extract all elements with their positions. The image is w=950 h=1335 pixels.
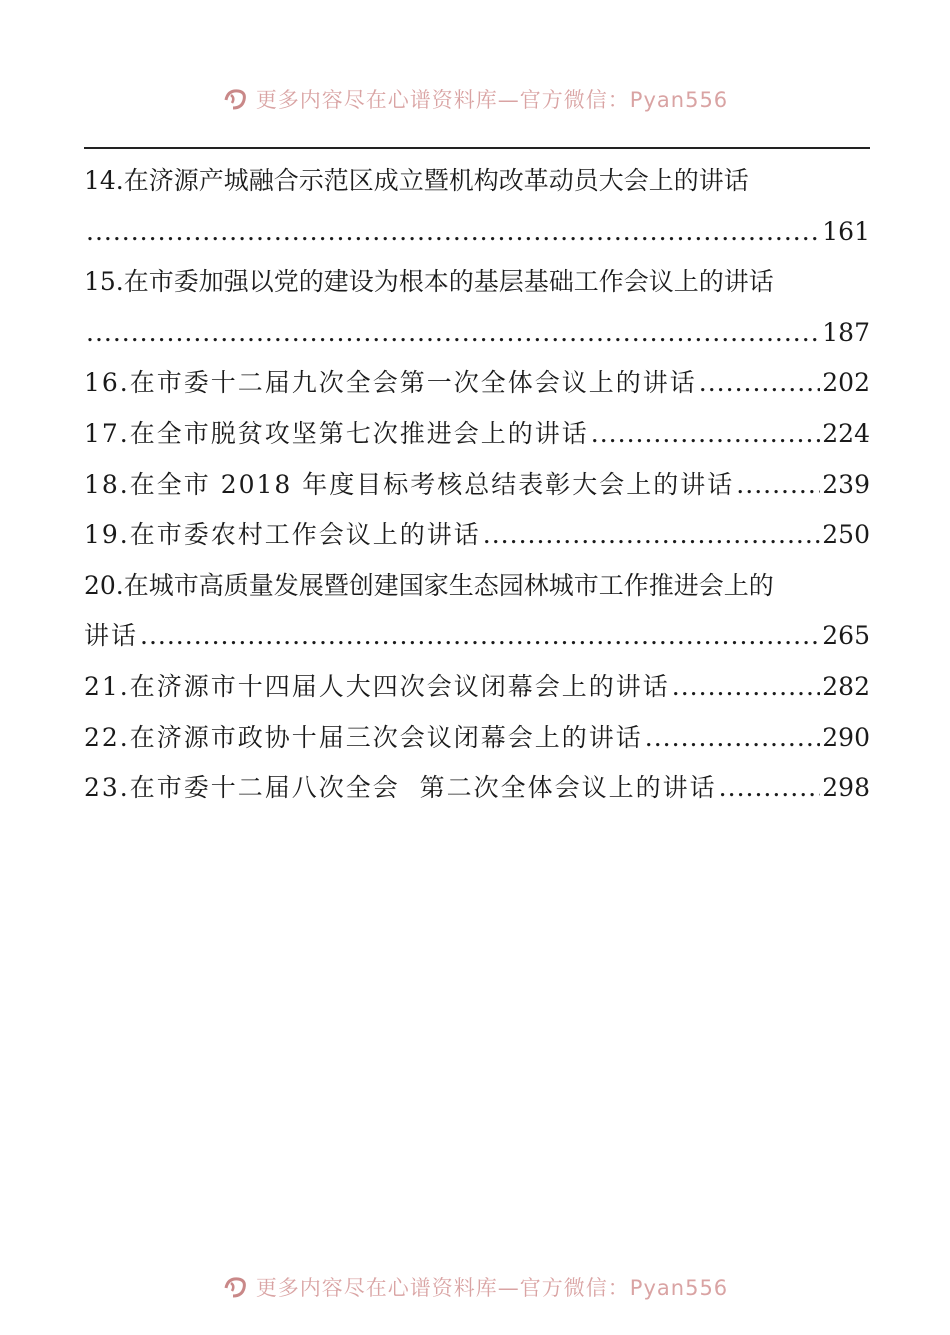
toc-entry-title-text: 在全市脱贫攻坚第七次推进会上的讲话 — [129, 418, 589, 448]
toc-entry-title — [84, 409, 589, 460]
toc-entry[interactable] — [84, 561, 870, 662]
header-rule — [84, 147, 870, 149]
toc-leader-dots — [645, 713, 821, 764]
logo-icon — [222, 86, 248, 112]
toc-entry-page: 290 — [822, 722, 870, 752]
toc-leader-dots — [736, 460, 820, 511]
toc-entry-title — [84, 713, 643, 764]
toc-entry-number: 22. — [84, 722, 130, 752]
toc-entry-title-text: 在市委十二届九次全会第一次全体会议上的讲话 — [129, 368, 697, 398]
toc-entry-page: 239 — [822, 469, 870, 499]
toc-entry-page: 202 — [822, 368, 870, 398]
toc-entry[interactable] — [84, 510, 870, 561]
toc-entry-page: 187 — [822, 317, 870, 347]
toc-entry-title-text: 在市委农村工作会议上的讲话 — [129, 520, 481, 550]
toc-entry-title — [84, 156, 870, 207]
toc-entry[interactable] — [84, 257, 870, 358]
toc-entry-number: 15. — [84, 267, 124, 297]
toc-entry-number: 23. — [84, 773, 130, 803]
toc-entry[interactable] — [84, 156, 870, 257]
toc-entry-page: 298 — [822, 773, 870, 803]
toc-entry-title-text: 在济源市政协十届三次会议闭幕会上的讲话 — [129, 722, 643, 752]
toc-entry-number: 17. — [84, 418, 130, 448]
toc-entry-title-text: 在全市 2018 年度目标考核总结表彰大会上的讲话 — [129, 469, 735, 499]
toc-entry-number: 20. — [84, 570, 124, 600]
toc-entry[interactable] — [84, 358, 870, 409]
toc-entry-title — [84, 257, 870, 308]
toc-leader-dots — [699, 358, 821, 409]
toc-entry-title — [84, 460, 734, 511]
toc-leader-dots — [591, 409, 821, 460]
logo-icon — [222, 1274, 248, 1300]
toc-entry[interactable] — [84, 460, 870, 511]
toc-entry-number: 21. — [84, 671, 130, 701]
toc-entry-title-text: 在济源市十四届人大四次会议闭幕会上的讲话 — [129, 671, 670, 701]
toc-leader-dots — [86, 308, 820, 359]
toc-entry-page: 265 — [822, 621, 870, 651]
toc-entry-title-text: 在市委十二届八次全会 第二次全体会议上的讲话 — [129, 773, 717, 803]
toc-entry-number: 18. — [84, 469, 130, 499]
watermark-text: 更多内容尽在心谱资料库—官方微信：Pyan556 — [255, 88, 729, 112]
toc-entry-number: 16. — [84, 368, 130, 398]
toc-entry-page: 282 — [822, 671, 870, 701]
table-of-contents — [84, 156, 870, 814]
toc-entry[interactable] — [84, 763, 870, 814]
toc-leader-dots — [719, 763, 821, 814]
toc-entry-page: 224 — [822, 418, 870, 448]
toc-entry-title — [84, 510, 481, 561]
toc-entry-page: 161 — [822, 216, 870, 246]
toc-entry-title-text: 在城市高质量发展暨创建国家生态园林城市工作推进会上的 — [123, 570, 774, 600]
watermark-footer — [0, 1272, 950, 1302]
toc-entry[interactable] — [84, 662, 870, 713]
toc-entry-title-continuation: 讲话 — [84, 621, 139, 651]
toc-leader-dots — [483, 510, 821, 561]
toc-leader-dots — [672, 662, 821, 713]
toc-entry-number: 19. — [84, 520, 130, 550]
toc-entry-number: 14. — [84, 166, 124, 195]
toc-entry-title-text: 在市委加强以党的建设为根本的基层基础工作会议上的讲话 — [123, 267, 774, 297]
toc-entry-title — [84, 561, 870, 612]
toc-leader-dots — [140, 611, 820, 662]
toc-entry-title — [84, 763, 717, 814]
watermark-text: 更多内容尽在心谱资料库—官方微信：Pyan556 — [255, 1276, 729, 1300]
toc-entry-title — [84, 662, 670, 713]
toc-entry-title — [84, 358, 697, 409]
toc-entry[interactable] — [84, 713, 870, 764]
toc-entry-page: 250 — [822, 520, 870, 550]
toc-entry-title-text: 在济源产城融合示范区成立暨机构改革动员大会上的讲话 — [123, 166, 749, 195]
toc-leader-dots — [86, 207, 820, 258]
toc-entry[interactable] — [84, 409, 870, 460]
watermark-header — [0, 84, 950, 114]
